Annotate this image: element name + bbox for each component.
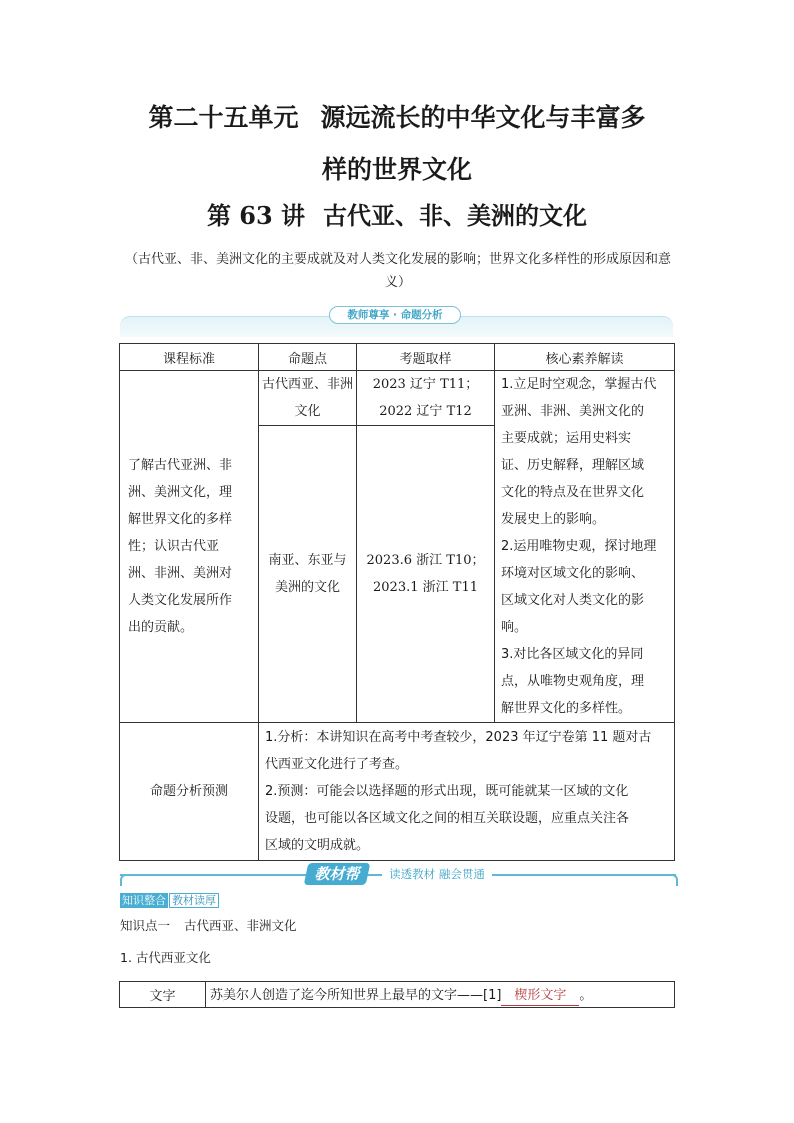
sample-line: 2023.6 浙江 T10； (366, 553, 485, 568)
knowledge-point-title: 古代西亚、非洲文化 (184, 918, 297, 933)
unit-title (0, 92, 794, 196)
scope-note: （古代亚、非、美洲文化的主要成就及对人类文化发展的影响；世界文化多样性的形成原因和意义） (124, 252, 671, 290)
banner-cap-right (668, 874, 678, 886)
core-line: 解世界文化的多样性。 (501, 701, 632, 716)
header-samples: 考题取样 (357, 344, 495, 371)
tag-textbook-deep-reading: 教材读厚 (169, 893, 219, 908)
header-standard: 课程标准 (120, 344, 259, 371)
knowledge-point-number: 知识点一 (120, 918, 171, 933)
core-line: 发展史上的影响。 (501, 512, 606, 527)
culture-text-end: 。 (579, 987, 593, 1003)
samples-cell-2 (357, 426, 495, 723)
forecast-line: 区域的文明成就。 (265, 838, 370, 853)
textbook-banner-text: 教材帮 (314, 865, 360, 883)
tag-knowledge-integration: 知识整合 (122, 894, 166, 907)
sample-line: 2023 辽宁 T11； (372, 377, 479, 392)
section-tags (120, 893, 220, 909)
core-line: 证、历史解释，理解区域 (501, 458, 645, 473)
topic-cell-1 (259, 371, 357, 426)
standard-line: 人类文化发展所作 (128, 593, 233, 608)
analysis-table-header (120, 344, 675, 371)
unit-number: 第二十五单元 (148, 103, 299, 132)
table-row (120, 371, 675, 426)
forecast-line: 设题，也可能以各区域文化之间的相互关联设题，应重点关注各 (265, 811, 630, 826)
core-line: 文化的特点及在世界文化 (501, 485, 645, 500)
standard-line: 出的贡献。 (128, 620, 194, 635)
banner-cap-left (120, 874, 130, 886)
core-line: 主要成就；运用史料实 (501, 431, 632, 446)
core-line: 区域文化对人类文化的影 (501, 593, 645, 608)
core-line: 2.运用唯物史观，探讨地理 (501, 539, 657, 554)
header-core: 核心素养解读 (495, 344, 675, 371)
unit-name-part2: 样的世界文化 (321, 155, 472, 184)
culture-table (119, 981, 675, 1008)
forecast-label-cell: 命题分析预测 (120, 723, 259, 861)
core-line: 1.立足时空观念，掌握古代 (501, 377, 657, 392)
core-line: 亚洲、非洲、美洲文化的 (501, 404, 645, 419)
lecture-name: 古代亚、非、美洲的文化 (323, 201, 588, 230)
teacher-banner-label: 教师尊享 · 命题分析 (329, 306, 461, 324)
standard-line: 解世界文化的多样 (128, 512, 233, 527)
header-topic: 命题点 (259, 344, 357, 371)
core-line: 点，从唯物史观角度，理 (501, 674, 645, 689)
textbook-banner-slogan: 读透教材 融会贯通 (382, 865, 492, 883)
table-row (120, 982, 675, 1008)
topic-line: 南亚、东亚与 (268, 553, 347, 568)
core-literacy-cell (495, 371, 675, 723)
knowledge-point-heading (120, 916, 297, 936)
topic-cell-2 (259, 426, 357, 723)
culture-label: 文字 (120, 982, 206, 1008)
lecture-number: 第 63 讲 (206, 201, 306, 230)
standard-line: 了解古代亚洲、非 (128, 458, 233, 473)
unit-name-part1: 源远流长的中华文化与丰富多 (320, 103, 646, 132)
sample-line: 2023.1 浙江 T11 (373, 580, 478, 595)
teacher-banner (120, 305, 673, 335)
answer-blank: 楔形文字 (501, 987, 579, 1006)
culture-content (206, 982, 675, 1008)
samples-cell-1 (357, 371, 495, 426)
analysis-table (119, 343, 675, 861)
forecast-line: 1.分析：本讲知识在高考中考查较少，2023 年辽宁卷第 11 题对古 (265, 730, 652, 745)
culture-text: 苏美尔人创造了迄今所知世界上最早的文字——[1] (210, 987, 502, 1003)
topic-line: 文化 (294, 404, 321, 419)
textbook-banner (120, 862, 680, 888)
textbook-banner-label (304, 863, 371, 885)
standard-line: 性；认识古代亚 (128, 539, 220, 554)
core-line: 环境对区域文化的影响、 (501, 566, 645, 581)
topic-line: 美洲的文化 (274, 580, 340, 595)
forecast-cell (259, 723, 675, 861)
standard-line: 洲、非洲、美洲对 (128, 566, 233, 581)
topic-line: 古代西亚、非洲 (261, 377, 353, 392)
forecast-line: 2.预测：可能会以选择题的形式出现，既可能就某一区域的文化 (265, 784, 629, 799)
lecture-title (0, 196, 794, 236)
sample-line: 2022 辽宁 T12 (379, 404, 472, 419)
forecast-line: 代西亚文化进行了考查。 (265, 757, 409, 772)
core-line: 3.对比各区域文化的异同 (501, 647, 644, 662)
table-row (120, 723, 675, 861)
standard-line: 洲、美洲文化，理 (128, 485, 233, 500)
subheading: 1. 古代西亚文化 (120, 950, 211, 965)
core-line: 响。 (501, 620, 528, 635)
course-standard-cell (120, 371, 259, 723)
